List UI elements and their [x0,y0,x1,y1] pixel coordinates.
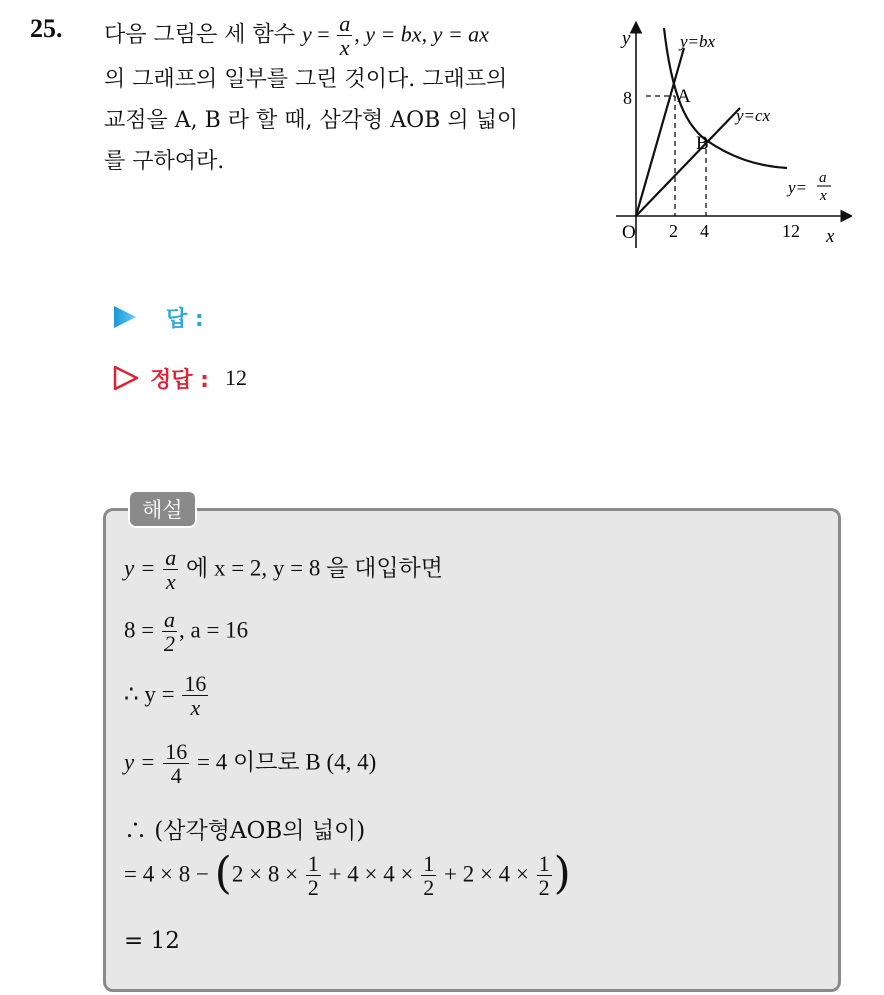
line-c-label: y=cx [736,106,771,125]
x-axis-label: x [826,226,835,247]
line-b-label: y=bx [680,32,716,51]
solution-line-7: = 12 [124,928,180,954]
question-line-1: 다음 그림은 세 함수 y = $\frac{a}{x}$ , y = bx, y = ax [104,11,489,61]
solution-line-2: 8 = $\frac{a}{2}$ , a = 16 [124,607,249,657]
solution-line-4: y = $\frac{16}{4}$ = 4 이므로 B (4, 4) [124,739,377,789]
function-3: y = ax [432,21,489,47]
y-tick-8: 8 [623,88,632,108]
point-b-label: B [696,133,709,154]
function-1-fraction: $\frac{a}{x}$ [339,11,351,61]
solution-line-5: ∴ (삼각형AOB의 넓이) [124,818,366,844]
question-line-3: 교점을 A, B 라 할 때, 삼각형 AOB 의 넓이 [104,108,519,134]
solution-line-3: ∴ y = $\frac{16}{x}$ [124,671,207,721]
y-axis-label: y [622,28,631,49]
curve-label-lhs: y= [788,178,808,197]
question-number: 25. [30,14,63,43]
curve-label-num: a [819,170,827,186]
solution-tag: 해설 [128,490,197,528]
play-triangle-icon [112,304,138,330]
x-tick-2: 2 [669,221,678,241]
solution-line-1: y = $\frac{a}{x}$ 에 x = 2, y = 8 을 대입하면 [124,545,443,595]
question-line-4: 를 구하여라. [104,149,225,175]
solution-line-6: = 4 × 8 − (2 × 8 × $\frac{1}{2}$ + 4 × 4 × $\frac{1}{2}$ + 2 × 4 × $\frac{1}{2}$ ) [124,847,571,901]
outline-triangle-icon [112,364,140,392]
question-text [104,12,594,182]
answer-label: 답 : [166,306,204,332]
question-line-2: 의 그래프의 일부를 그린 것이다. 그래프의 [104,67,508,93]
correct-answer-row [112,360,247,396]
correct-answer-label: 정답 : [150,367,209,393]
curve-label-den: x [820,188,827,204]
function-2: y = bx [365,21,422,47]
equals-sign: = [311,21,336,47]
function-graph [612,20,852,250]
x-tick-4: 4 [700,221,709,241]
question-intro: 다음 그림은 세 함수 [104,22,302,48]
origin-label: O [622,222,636,243]
answer-row [112,300,204,334]
point-a-label: A [677,86,691,107]
correct-answer-value: 12 [224,365,247,390]
x-tick-12: 12 [782,221,800,241]
function-1-lhs: y [302,21,312,47]
